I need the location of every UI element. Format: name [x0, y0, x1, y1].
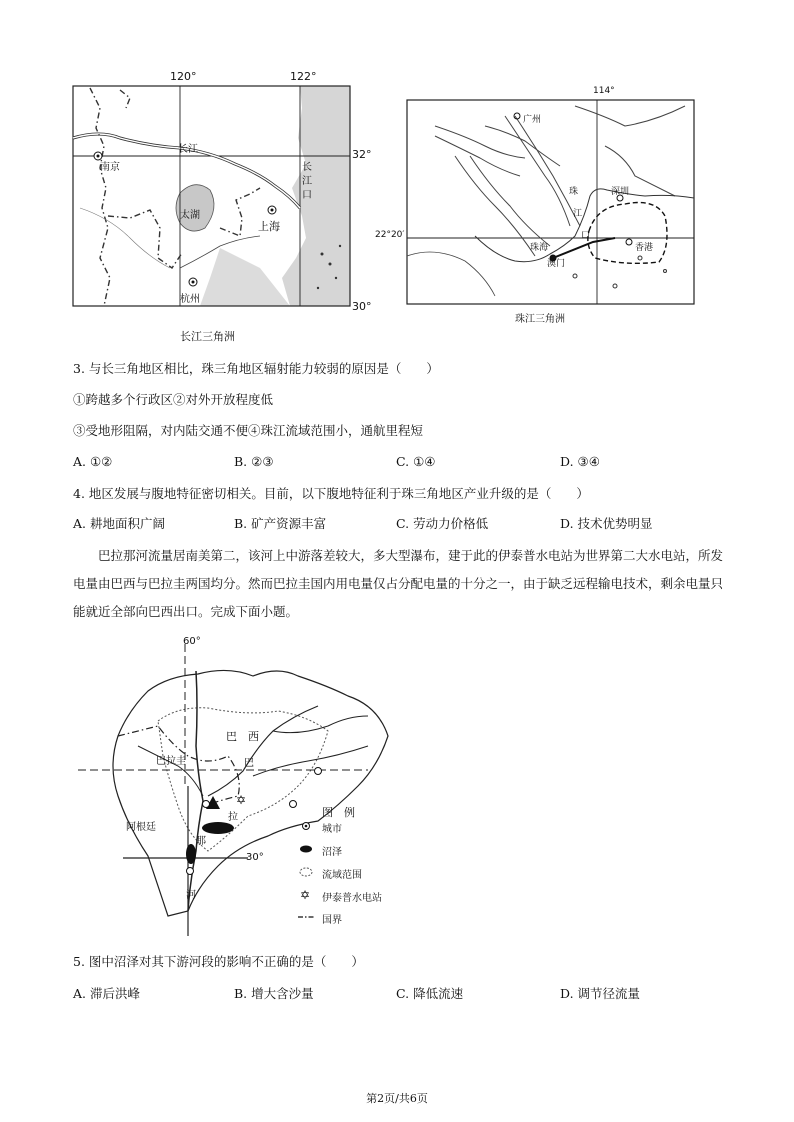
taihu-label: 太湖 [180, 210, 200, 221]
pearl-river-char-3: 口 [581, 231, 591, 241]
guangzhou-label: 广州 [523, 115, 542, 125]
legend-basin-icon [300, 868, 312, 876]
q4-option-a[interactable]: A. 耕地面积广阔 [73, 516, 165, 531]
q3-option-b[interactable]: B. ②③ [234, 454, 274, 469]
q3-statement-line1: ①跨越多个行政区②对外开放程度低 [73, 392, 274, 407]
pearl-river-char-1: 珠 [569, 187, 579, 197]
yangtze-delta-map [60, 68, 372, 348]
legend-swamp-icon [300, 846, 312, 853]
legend-city-label: 城市 [322, 824, 342, 835]
yangtze-map-graphic [60, 68, 360, 348]
nanjing-label: 南京 [100, 162, 120, 173]
legend-swamp-label: 沼泽 [322, 847, 342, 858]
yangtze-lon2: 122° [290, 70, 317, 83]
argentina-label: 阿根廷 [126, 822, 156, 833]
yangtze-lat2: 30° [352, 300, 372, 313]
passage-text: 巴拉那河流量居南美第二，该河上中游落差较大，多大型瀑布，建于此的伊泰普水电站为世界第二大水电站，所发电量由巴西与巴拉圭两国均分。然而巴拉圭国内用电量仅占分配电量的十分之一，由于缺乏远程输电技术，剩余电量只能就近全部向巴西出口。完成下面小题。 [73, 548, 724, 619]
q3-option-c[interactable]: C. ①④ [396, 454, 436, 469]
guangzhou-marker [514, 113, 520, 119]
swamp-upper [202, 822, 234, 834]
legend-basin-label: 流域范围 [322, 870, 362, 881]
hongkong-marker [626, 239, 632, 245]
estuary-char-1: 长 [302, 162, 312, 173]
parana-char-1: 巴 [244, 758, 254, 769]
q5-option-c[interactable]: C. 降低流速 [396, 986, 464, 1001]
legend-city-icon [303, 823, 310, 830]
q3-option-d[interactable]: D. ③④ [560, 454, 600, 469]
q4-option-d[interactable]: D. 技术优势明显 [560, 516, 653, 531]
parana-lat: 30° [246, 852, 264, 863]
q4-stem: 4. 地区发展与腹地特征密切相关。目前，以下腹地特征利于珠三角地区产业升级的是（ ） [73, 486, 589, 501]
hangzhou-label: 杭州 [180, 294, 200, 305]
q3-stem: 3. 与长三角地区相比，珠三角地区辐射能力较弱的原因是（ ） [73, 361, 439, 376]
q5-option-a[interactable]: A. 滞后洪峰 [73, 986, 140, 1001]
swamp-lower [186, 844, 196, 864]
zhuhai-label: 珠海 [530, 243, 549, 253]
page-footer: 第2页/共6页 [366, 1092, 428, 1105]
macau-label: 澳门 [547, 259, 566, 269]
parana-char-4: 河 [186, 890, 196, 901]
hangzhou-city-marker [189, 278, 197, 286]
q3-option-a[interactable]: A. ①② [73, 454, 113, 469]
itaipu-star-icon: ✡ [236, 793, 247, 807]
q4-option-b[interactable]: B. 矿产资源丰富 [234, 516, 327, 531]
pearl-delta-map [375, 86, 705, 326]
hongkong-label: 香港 [635, 243, 654, 253]
pearl-river-char-2: 江 [573, 209, 583, 219]
q4-option-c[interactable]: C. 劳动力价格低 [396, 516, 489, 531]
q5-option-b[interactable]: B. 增大含沙量 [234, 986, 314, 1001]
yangtze-lon1: 120° [170, 70, 197, 83]
parana-map [78, 636, 418, 936]
yangtze-map-caption: 长江三角洲 [180, 330, 235, 343]
parana-char-3: 那 [196, 836, 206, 847]
shanghai-city-marker [268, 206, 276, 214]
changjiang-label: 长江 [178, 144, 198, 155]
estuary-char-3: 口 [302, 190, 312, 201]
q5-stem: 5. 图中沼泽对其下游河段的影响不正确的是（ ） [73, 954, 364, 969]
legend-title: 图 例 [322, 806, 355, 819]
yangtze-lat1: 32° [352, 148, 372, 161]
shenzhen-label: 深圳 [611, 187, 630, 197]
legend-border-label: 国界 [322, 915, 342, 926]
pearl-lon: 114° [593, 86, 615, 96]
pearl-lat: 22°20′ [375, 230, 405, 240]
estuary-char-2: 江 [302, 176, 312, 187]
legend-dam-label: 伊泰普水电站 [322, 893, 382, 904]
shanghai-label: 上海 [258, 220, 280, 233]
q5-option-d[interactable]: D. 调节径流量 [560, 986, 641, 1001]
legend-dam-icon: ✡ [300, 888, 311, 902]
parana-char-2: 拉 [228, 812, 238, 823]
brazil-label: 巴 西 [226, 730, 259, 743]
paraguay-label: 巴拉圭 [156, 756, 186, 767]
q3-statement-line2: ③受地形阻隔，对内陆交通不便④珠江流域范围小，通航里程短 [73, 423, 424, 438]
parana-lon: 60° [183, 636, 201, 647]
pearl-map-caption: 珠江三角洲 [515, 314, 565, 325]
